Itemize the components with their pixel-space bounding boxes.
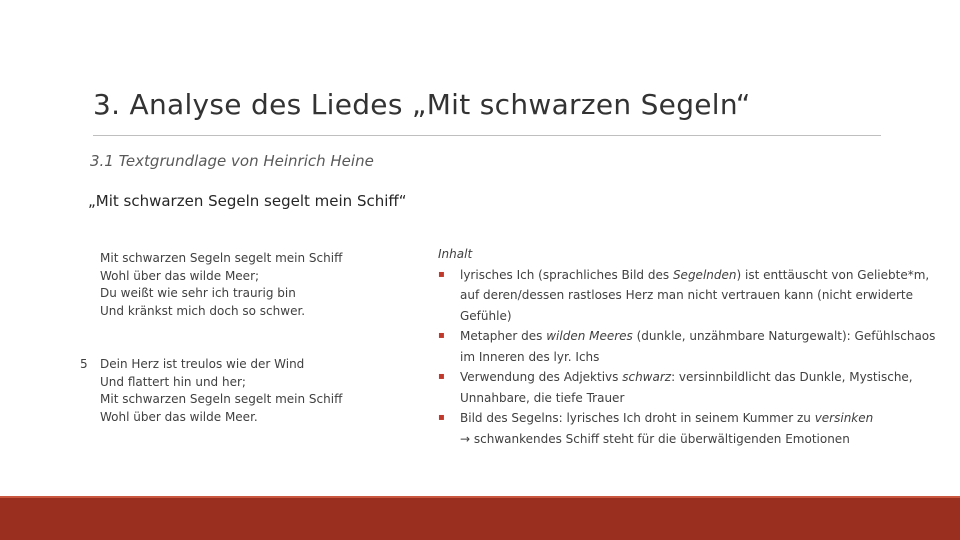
poem-line: Und flattert hin und her; [100,374,246,389]
line-number: 5 [80,357,88,371]
analysis-text: lyrisches Ich (sprachliches Bild des [460,267,673,282]
square-bullet-icon: ▪ [438,268,445,280]
poem-text [80,250,400,426]
analysis-heading: Inhalt [438,247,473,261]
analysis-text: Bild des Segelns: lyrisches Ich droht in seinem Kummer zu [460,411,815,425]
poem-line: Wohl über das wilde Meer. [100,409,258,424]
slide-subtitle: 3.1 Textgrundlage von Heinrich Heine [90,152,374,170]
title-divider [93,135,881,136]
analysis-panel [438,244,943,449]
analysis-item [438,326,943,367]
analysis-emphasis: versinken [814,411,874,425]
poem-stanza [80,356,400,426]
analysis-emphasis: schwarz [622,370,672,384]
footer-bar [0,498,960,540]
poem-line: Wohl über das wilde Meer; [100,268,260,283]
analysis-text: Metapher des [460,329,547,343]
analysis-item [438,408,943,429]
poem-line: Mit schwarzen Segeln segelt mein Schiff [100,392,343,406]
poem-line: Du weißt wie sehr ich traurig bin [100,286,296,300]
analysis-text: (dunkle, unzähmbare Naturgewalt): Gefühlschaos im Inneren des lyr. Ichs [460,329,936,364]
square-bullet-icon: ▪ [438,330,445,341]
square-bullet-icon: ▪ [438,371,445,382]
poem-heading: „Mit schwarzen Segeln segelt mein Schiff“ [88,192,407,210]
analysis-text: ) ist enttäuscht von Geliebte*m, auf deren/dessen rastloses Herz man nicht vertrauen kann (nicht erwiderte Gefühle) [460,267,930,323]
square-bullet-icon: ▪ [438,412,445,423]
analysis-item [438,265,943,327]
poem-line: Mit schwarzen Segeln segelt mein Schiff [100,251,343,265]
analysis-list [438,265,943,429]
poem-line: Und kränkst mich doch so schwer. [100,303,306,318]
analysis-emphasis: wilden Meeres [546,329,633,343]
analysis-conclusion: → schwankendes Schiff steht für die überwältigenden Emotionen [460,431,850,446]
slide-title: 3. Analyse des Liedes „Mit schwarzen Segeln“ [93,88,751,121]
poem-stanza [80,250,400,320]
poem-line: Dein Herz ist treulos wie der Wind [100,357,305,371]
analysis-emphasis: Segelnden [672,267,737,282]
analysis-text: Verwendung des Adjektivs [460,370,623,384]
analysis-text: : versinnbildlicht das Dunkle, Mystische, Unnahbare, die tiefe Trauer [460,370,913,405]
analysis-item [438,367,943,408]
